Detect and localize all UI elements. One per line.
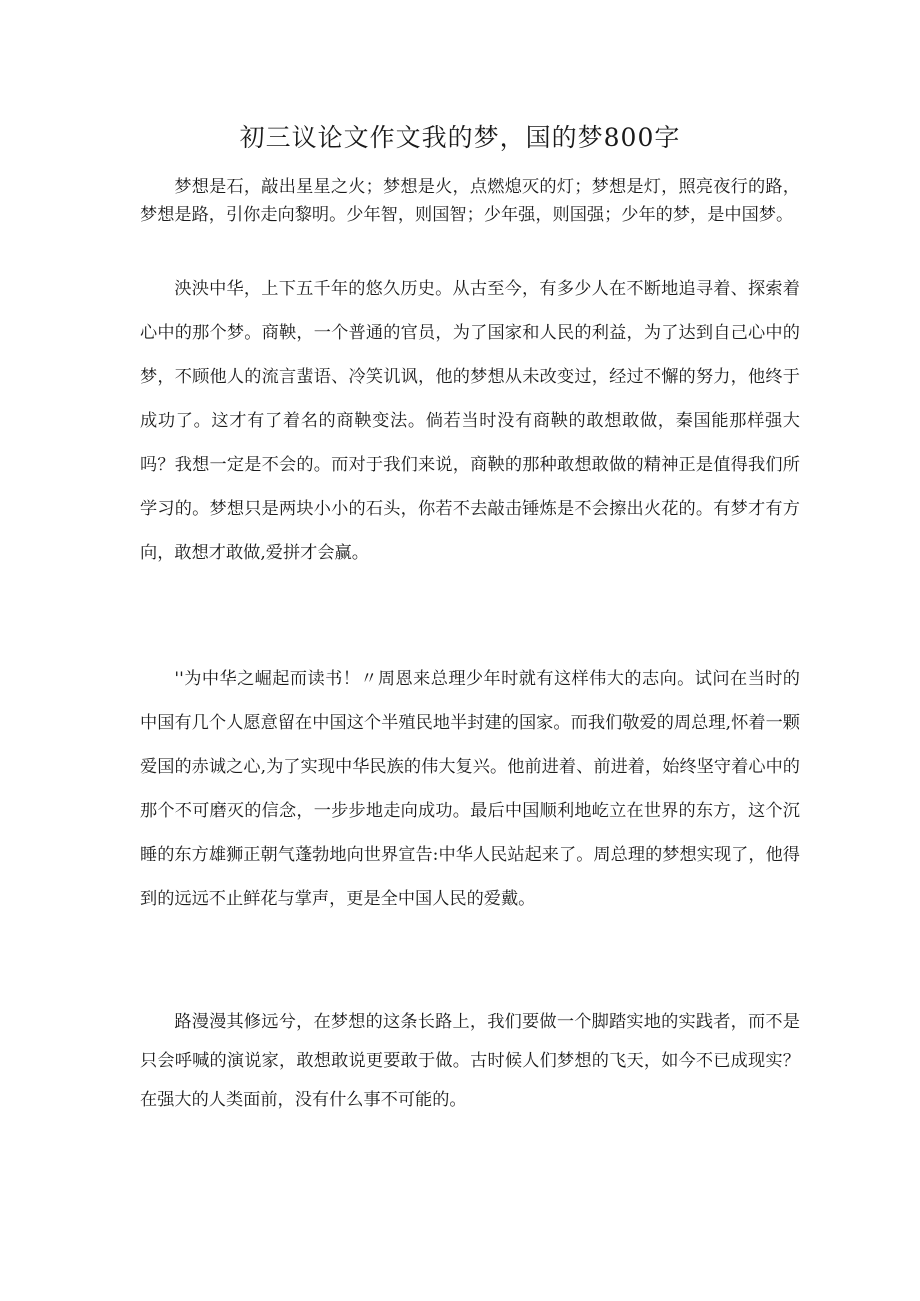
paragraph-2: 泱泱中华，上下五千年的悠久历史。从古至今，有多少人在不断地追寻着、探索着心中的那个梦。商鞅，一个普通的官员，为了国家和人民的利益，为了达到自己心中的梦，不顾他人的流言蜚语、冷笑讥讽，他的梦想从未改变过，经过不懈的努力，他终于成功了。这才有了着名的商鞅变法。倘若当时没有商鞅的敢想敢做，秦国能那样强大吗？我想一定是不会的。而对于我们来说，商鞅的那种敢想敢做的精神正是值得我们所学习的。梦想只是两块小小的石头，你若不去敲击锤炼是不会擦出火花的。有梦才有方向，敢想才敢做,爱拼才会赢。 xyxy=(140,279,800,563)
paragraph-3: ''为中华之崛起而读书！〃周恩来总理少年时就有这样伟大的志向。试问在当时的中国有几个人愿意留在中国这个半殖民地半封建的国家。而我们敬爱的周总理,怀着一颗爱国的赤诚之心,为了实现中华民族的伟大复兴。他前进着、前进着，始终坚守着心中的那个不可磨灭的信念，一步步地走向成功。最后中国顺利地屹立在世界的东方，这个沉睡的东方雄狮正朝气蓬勃地向世界宣告:中华人民站起来了。周总理的梦想实现了，他得到的远远不止鲜花与掌声，更是全中国人民的爱戴。 xyxy=(140,669,800,909)
document-title: 初三议论文作文我的梦，国的梦800字 xyxy=(239,123,681,152)
paragraph-1: 梦想是石，敲出星星之火；梦想是火，点燃熄灭的灯；梦想是灯，照亮夜行的路，梦想是路，引你走向黎明。少年智，则国智；少年强，则国强；少年的梦，是中国梦。 xyxy=(140,177,800,225)
paragraph-4: 路漫漫其修远兮，在梦想的这条长路上，我们要做一个脚踏实地的实践者，而不是只会呼喊的演说家，敢想敢说更要敢于做。古时候人们梦想的飞天，如今不已成现实？在强大的人类面前，没有什么事不可能的。 xyxy=(140,1012,800,1110)
